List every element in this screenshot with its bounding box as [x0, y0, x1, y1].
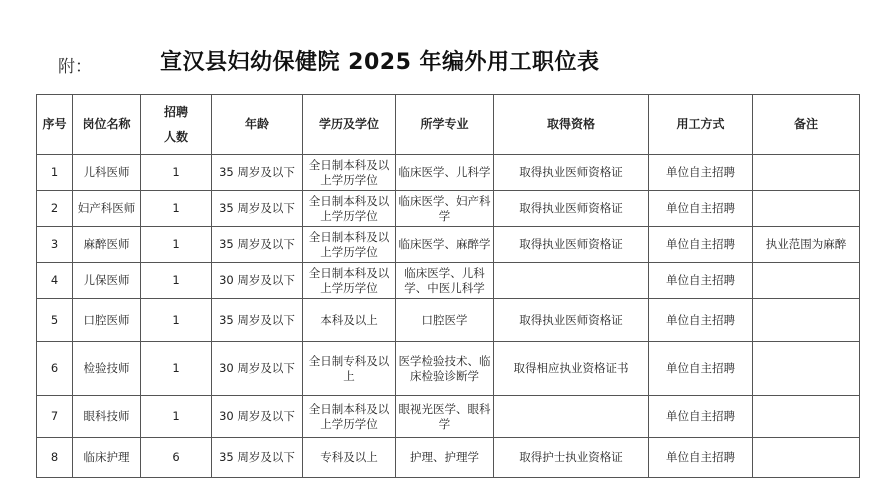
cell-qualification: 取得执业医师资格证 — [494, 191, 649, 227]
cell-qualification — [494, 396, 649, 438]
cell-major: 临床医学、麻醉学 — [396, 227, 494, 263]
cell-position: 儿保医师 — [73, 263, 141, 299]
cell-count: 1 — [141, 299, 212, 342]
cell-qualification: 取得执业医师资格证 — [494, 299, 649, 342]
cell-remark — [753, 155, 860, 191]
cell-age: 30 周岁及以下 — [212, 342, 303, 396]
cell-age: 30 周岁及以下 — [212, 263, 303, 299]
cell-position: 口腔医师 — [73, 299, 141, 342]
cell-remark — [753, 191, 860, 227]
cell-count: 1 — [141, 227, 212, 263]
cell-education: 全日制本科及以上学历学位 — [303, 227, 396, 263]
col-header-count-line1: 招聘 — [163, 104, 188, 119]
cell-count: 1 — [141, 155, 212, 191]
col-header-count — [141, 95, 212, 155]
col-header-age: 年龄 — [212, 95, 303, 155]
cell-qualification — [494, 263, 649, 299]
cell-no: 2 — [37, 191, 73, 227]
cell-age: 35 周岁及以下 — [212, 438, 303, 478]
cell-employment: 单位自主招聘 — [649, 263, 753, 299]
cell-count: 1 — [141, 396, 212, 438]
cell-age: 35 周岁及以下 — [212, 155, 303, 191]
cell-position: 检验技师 — [73, 342, 141, 396]
cell-education: 全日制本科及以上学历学位 — [303, 263, 396, 299]
table-row — [37, 342, 860, 396]
cell-count: 1 — [141, 191, 212, 227]
col-header-qualification: 取得资格 — [494, 95, 649, 155]
cell-count: 1 — [141, 263, 212, 299]
col-header-major: 所学专业 — [396, 95, 494, 155]
cell-employment: 单位自主招聘 — [649, 155, 753, 191]
col-header-position: 岗位名称 — [73, 95, 141, 155]
cell-major: 口腔医学 — [396, 299, 494, 342]
cell-no: 3 — [37, 227, 73, 263]
table-row — [37, 191, 860, 227]
cell-count: 6 — [141, 438, 212, 478]
cell-age: 35 周岁及以下 — [212, 191, 303, 227]
table-row — [37, 438, 860, 478]
position-table — [36, 94, 860, 478]
cell-count: 1 — [141, 342, 212, 396]
table-row — [37, 299, 860, 342]
cell-employment: 单位自主招聘 — [649, 342, 753, 396]
cell-education: 全日制本科及以上学历学位 — [303, 155, 396, 191]
table-row — [37, 396, 860, 438]
table-header-row — [37, 95, 860, 155]
col-header-remark: 备注 — [753, 95, 860, 155]
cell-position: 儿科医师 — [73, 155, 141, 191]
cell-major: 临床医学、妇产科学 — [396, 191, 494, 227]
cell-remark — [753, 263, 860, 299]
cell-education: 本科及以上 — [303, 299, 396, 342]
cell-qualification: 取得相应执业资格证书 — [494, 342, 649, 396]
cell-major: 医学检验技术、临床检验诊断学 — [396, 342, 494, 396]
col-header-education: 学历及学位 — [303, 95, 396, 155]
cell-major: 临床医学、儿科学 — [396, 155, 494, 191]
cell-remark — [753, 342, 860, 396]
cell-employment: 单位自主招聘 — [649, 191, 753, 227]
cell-education: 全日制本科及以上学历学位 — [303, 396, 396, 438]
cell-major: 护理、护理学 — [396, 438, 494, 478]
col-header-no: 序号 — [37, 95, 73, 155]
cell-remark — [753, 299, 860, 342]
cell-qualification: 取得执业医师资格证 — [494, 227, 649, 263]
cell-no: 1 — [37, 155, 73, 191]
cell-remark: 执业范围为麻醉 — [753, 227, 860, 263]
cell-major: 临床医学、儿科学、中医儿科学 — [396, 263, 494, 299]
cell-qualification: 取得执业医师资格证 — [494, 155, 649, 191]
cell-position: 眼科技师 — [73, 396, 141, 438]
cell-employment: 单位自主招聘 — [649, 227, 753, 263]
cell-no: 5 — [37, 299, 73, 342]
cell-education: 全日制本科及以上学历学位 — [303, 191, 396, 227]
cell-age: 30 周岁及以下 — [212, 396, 303, 438]
cell-position: 妇产科医师 — [73, 191, 141, 227]
cell-remark — [753, 396, 860, 438]
cell-major: 眼视光医学、眼科学 — [396, 396, 494, 438]
attachment-label: 附： — [58, 57, 92, 77]
col-header-count-line2: 人数 — [163, 129, 188, 144]
cell-employment: 单位自主招聘 — [649, 396, 753, 438]
cell-no: 4 — [37, 263, 73, 299]
cell-no: 7 — [37, 396, 73, 438]
cell-qualification: 取得护士执业资格证 — [494, 438, 649, 478]
cell-employment: 单位自主招聘 — [649, 299, 753, 342]
cell-employment: 单位自主招聘 — [649, 438, 753, 478]
cell-position: 麻醉医师 — [73, 227, 141, 263]
cell-no: 8 — [37, 438, 73, 478]
table-row — [37, 263, 860, 299]
table-row — [37, 155, 860, 191]
cell-age: 35 周岁及以下 — [212, 227, 303, 263]
table-row — [37, 227, 860, 263]
cell-no: 6 — [37, 342, 73, 396]
cell-education: 专科及以上 — [303, 438, 396, 478]
col-header-employment: 用工方式 — [649, 95, 753, 155]
cell-position: 临床护理 — [73, 438, 141, 478]
cell-remark — [753, 438, 860, 478]
cell-education: 全日制专科及以上 — [303, 342, 396, 396]
page-title: 宣汉县妇幼保健院 2025 年编外用工职位表 — [160, 50, 600, 75]
cell-age: 35 周岁及以下 — [212, 299, 303, 342]
